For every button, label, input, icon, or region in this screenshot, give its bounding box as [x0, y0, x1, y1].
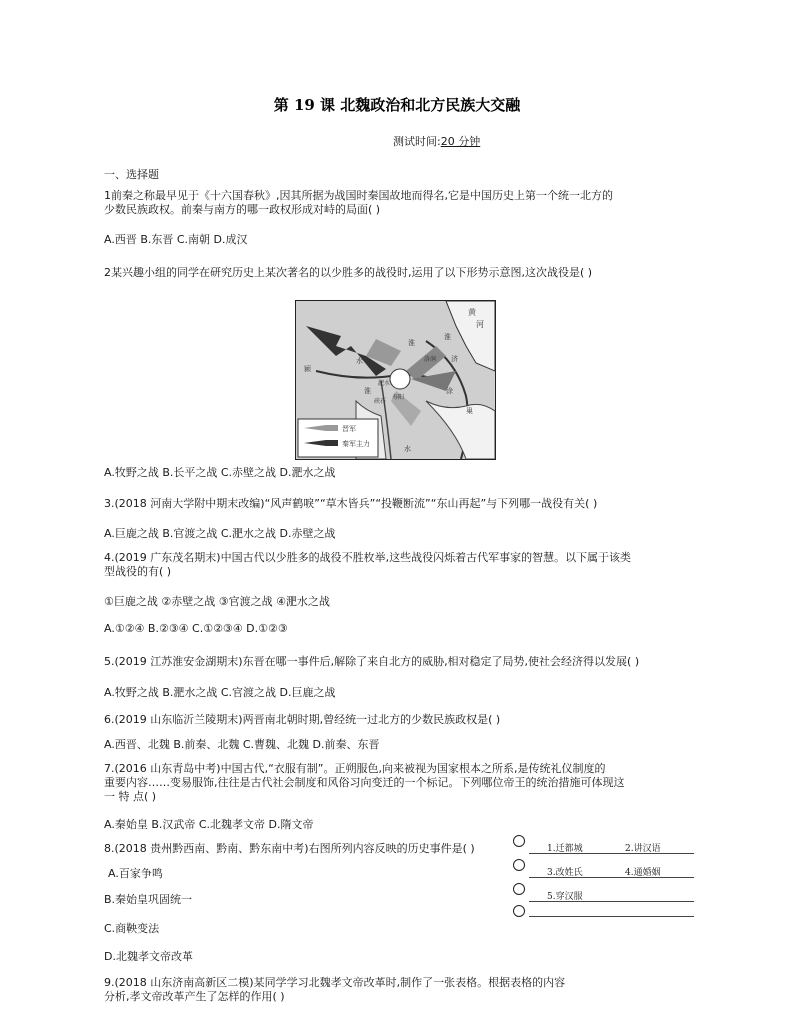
question-1-options: A.西晋 B.东晋 C.南朝 D.成汉 — [104, 233, 248, 246]
map-label-4: 水 — [356, 357, 363, 365]
question-9-line-1: 9.(2018 山东济南高新区二模)某同学学习北魏孝文帝改革时,制作了一张表格。根据表格的内容 — [104, 976, 566, 989]
question-5-options: A.牧野之战 B.淝水之战 C.官渡之战 D.巨鹿之战 — [104, 686, 336, 699]
question-8-choice-b: B.秦始皇巩固统一 — [104, 893, 193, 906]
battle-map-drawing — [296, 301, 495, 459]
map-label-5: 淮 — [364, 387, 371, 395]
section-heading: 一、选择题 — [104, 168, 159, 181]
test-time-label: 测试时间: — [393, 135, 441, 148]
test-time — [393, 133, 480, 149]
map-label-3: 颍 — [304, 365, 311, 373]
page-title: 第 19 课 北魏政治和北方民族大交融 — [273, 96, 521, 114]
notebook-ring — [513, 859, 525, 871]
question-7-options: A.秦始皇 B.汉武帝 C.北魏孝文帝 D.隋文帝 — [104, 818, 314, 831]
map-label-15: 淮 — [408, 339, 415, 347]
map-label-8: 寿阳 — [392, 394, 405, 401]
map-label-6: 淝水 — [378, 380, 391, 387]
notebook-rule — [529, 916, 694, 917]
map-label-14: 巢 — [466, 407, 473, 415]
question-7-line-1: 7.(2016 山东青岛中考)中国古代,“衣服有制”。正朔服色,向来被视为国家根本之所系,是传统礼仪制度的 — [104, 762, 606, 775]
question-7-line-2: 重要内容……变易服饰,往往是古代社会制度和风俗习向变迁的一个标记。下列哪位帝王的统治措施可体现这 — [104, 776, 625, 789]
map-label-12: 涂 — [446, 387, 453, 395]
map-label-10: 济 — [451, 355, 458, 363]
map-label-1: 黄 — [468, 308, 476, 317]
question-4-options: A.①②④ B.②③④ C.①②③④ D.①②③ — [104, 622, 288, 635]
question-4-line-1: 4.(2019 广东茂名期末)中国古代以少胜多的战役不胜枚举,这些战役闪烁着古代军事家的智慧。以下属于该类 — [104, 551, 632, 564]
question-7-line-3: 一 特 点( ) — [104, 790, 157, 803]
map-label-13: 水 — [404, 445, 411, 453]
question-4-items: ①巨鹿之战 ②赤壁之战 ③官渡之战 ④淝水之战 — [104, 595, 330, 608]
legend-qin-army: 秦军主力 — [342, 440, 370, 448]
notebook-ring — [513, 905, 525, 917]
question-3-options: A.巨鹿之战 B.官渡之战 C.淝水之战 D.赤壁之战 — [104, 527, 336, 540]
question-6-options: A.西晋、北魏 B.前秦、北魏 C.曹魏、北魏 D.前秦、东晋 — [104, 738, 380, 751]
reform-notebook — [519, 829, 700, 917]
question-6-line-1: 6.(2019 山东临沂兰陵期末)两晋南北朝时期,曾经统一过北方的少数民族政权是( ) — [104, 713, 501, 726]
question-9-line-2: 分析,孝文帝改革产生了怎样的作用( ) — [104, 990, 285, 1003]
notebook-ring — [513, 835, 525, 847]
notebook-item-4: 4.通婚姻 — [625, 868, 661, 878]
legend-jin-army: 晋军 — [342, 425, 356, 433]
test-time-value: 20 分钟 — [440, 135, 481, 148]
battle-map — [295, 300, 496, 460]
question-8-choice-d: D.北魏孝文帝改革 — [104, 950, 193, 963]
notebook-item-2: 2.讲汉语 — [625, 844, 661, 854]
map-label-2: 河 — [476, 320, 484, 329]
question-1-line-2: 少数民族政权。前秦与南方的哪一政权形成对峙的局面( ) — [104, 203, 381, 216]
question-2-options: A.牧野之战 B.长平之战 C.赤壁之战 D.淝水之战 — [104, 466, 336, 479]
question-8-line-1: 8.(2018 贵州黔西南、黔南、黔东南中考)右图所列内容反映的历史事件是( ) — [104, 842, 475, 855]
map-label-9: 硖石 — [374, 398, 387, 405]
question-8-choice-a: A.百家争鸣 — [108, 867, 163, 880]
question-3-line-1: 3.(2018 河南大学附中期末改编)“风声鹤唳”“草木皆兵”“投鞭断流”“东山再起”与下列哪一战役有关( ) — [104, 497, 598, 510]
map-label-7: 洛涧 — [424, 356, 437, 363]
question-4-line-2: 型战役的有( ) — [104, 565, 172, 578]
notebook-ring — [513, 883, 525, 895]
question-2-line-1: 2某兴趣小组的同学在研究历史上某次著名的以少胜多的战役时,运用了以下形势示意图,这次战役是( ) — [104, 266, 593, 279]
map-label-11: 淮 — [444, 333, 451, 341]
notebook-item-3: 3.改姓氏 — [547, 868, 583, 878]
question-1-line-1: 1前秦之称最早见于《十六国春秋》,因其所据为战国时秦国故地而得名,它是中国历史上第一个统一北方的 — [104, 189, 613, 202]
notebook-item-1: 1.迁都城 — [547, 844, 583, 854]
notebook-item-5: 5.穿汉服 — [547, 892, 583, 902]
question-8-choice-c: C.商鞅变法 — [104, 922, 160, 935]
question-5-line-1: 5.(2019 江苏淮安金湖期末)东晋在哪一事件后,解除了来自北方的威胁,相对稳定了局势,使社会经济得以发展( ) — [104, 655, 640, 668]
